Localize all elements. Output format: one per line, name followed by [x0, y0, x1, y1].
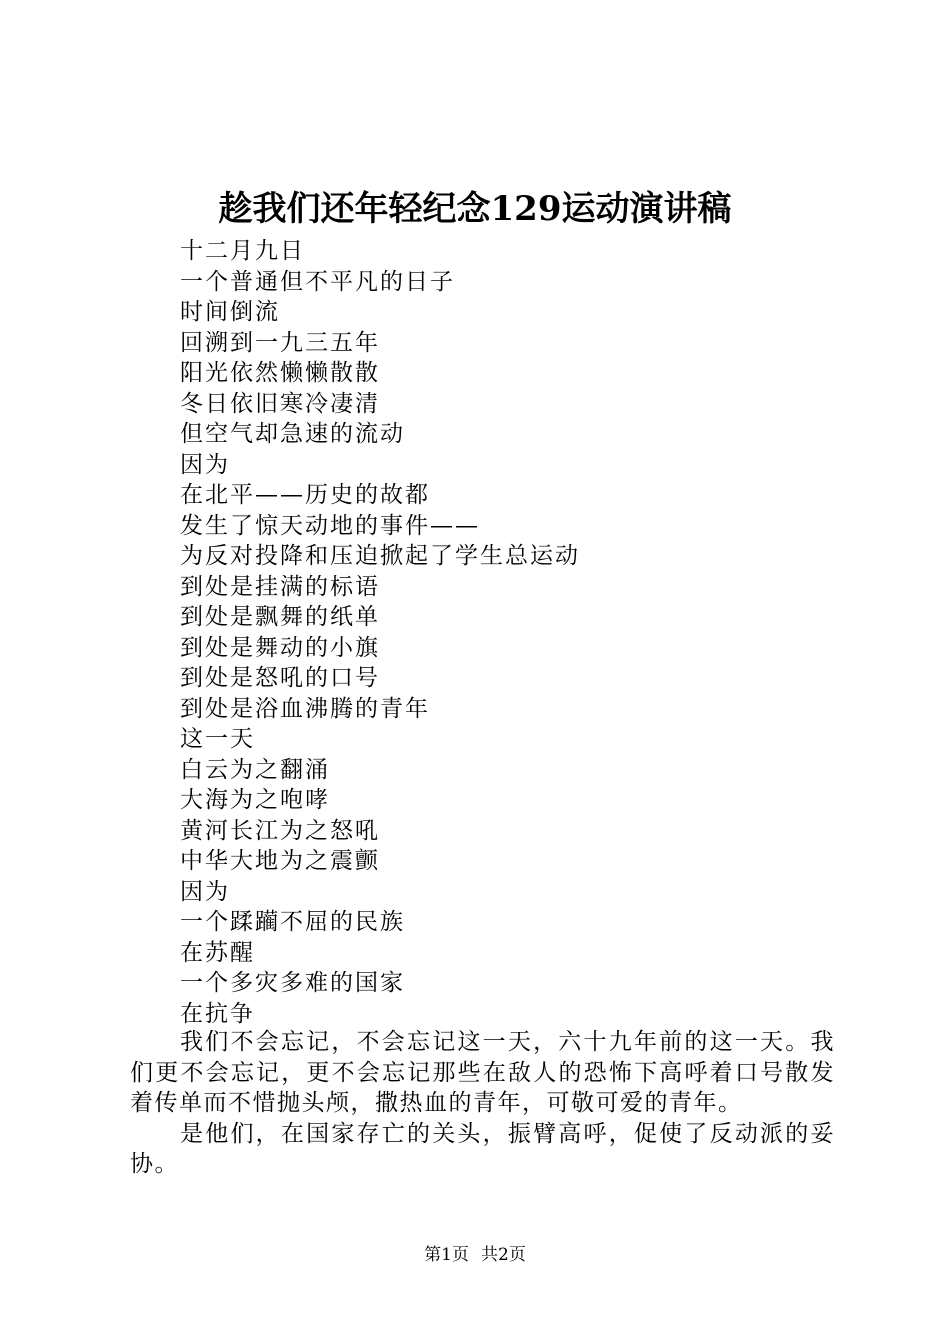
page-footer	[0, 1243, 950, 1267]
poem-lines	[180, 236, 580, 1029]
poem-line: 阳光依然懒懒散散	[180, 360, 380, 386]
poem-line: 十二月九日	[180, 238, 305, 264]
poem-line: 一个多灾多难的国家	[180, 970, 405, 996]
poem-line: 到处是浴血沸腾的青年	[180, 695, 430, 722]
poem-line: 但空气却急速的流动	[180, 421, 405, 447]
poem-line: 回溯到一九三五年	[180, 329, 380, 356]
poem-line: 到处是挂满的标语	[180, 573, 380, 600]
poem-line: 中华大地为之震颤	[180, 848, 380, 874]
poem-line: 一个普通但不平凡的日子	[180, 268, 455, 295]
page-number: 第1页	[424, 1245, 469, 1265]
page-total: 共2页	[481, 1245, 526, 1265]
poem-line: 发生了惊天动地的事件——	[180, 512, 480, 539]
poem-line: 在抗争	[180, 1000, 255, 1027]
poem-line: 因为	[180, 878, 230, 905]
poem-line: 因为	[180, 451, 230, 478]
poem-line: 到处是舞动的小旗	[180, 634, 380, 661]
paragraph: 我们不会忘记，不会忘记这一天，六十九年前的这一天。我们更不会忘记，更不会忘记那些在敌人的恐怖下高呼着口号散发着传单而不惜抛头颅，撒热血的青年，可敬可爱的青年。	[130, 1029, 835, 1116]
poem-line: 时间倒流	[180, 299, 280, 325]
poem-line: 这一天	[180, 726, 255, 752]
paragraph: 是他们，在国家存亡的关头，振臂高呼，促使了反动派的妥协。	[130, 1120, 835, 1177]
poem-line: 白云为之翻涌	[180, 756, 330, 783]
document-title: 趁我们还年轻纪念129运动演讲稿	[218, 189, 732, 229]
poem-line: 冬日依旧寒冷凄清	[180, 390, 380, 417]
poem-line: 到处是怒吼的口号	[180, 665, 380, 691]
poem-line: 到处是飘舞的纸单	[180, 604, 380, 630]
poem-line: 为反对投降和压迫掀起了学生总运动	[180, 543, 580, 569]
poem-line: 一个蹂躏不屈的民族	[180, 909, 405, 935]
poem-line: 黄河长江为之怒吼	[180, 817, 380, 844]
poem-line: 在北平——历史的故都	[180, 482, 430, 508]
poem-line: 大海为之咆哮	[180, 787, 330, 813]
poem-line: 在苏醒	[180, 939, 255, 966]
body-paragraphs	[130, 1027, 835, 1180]
